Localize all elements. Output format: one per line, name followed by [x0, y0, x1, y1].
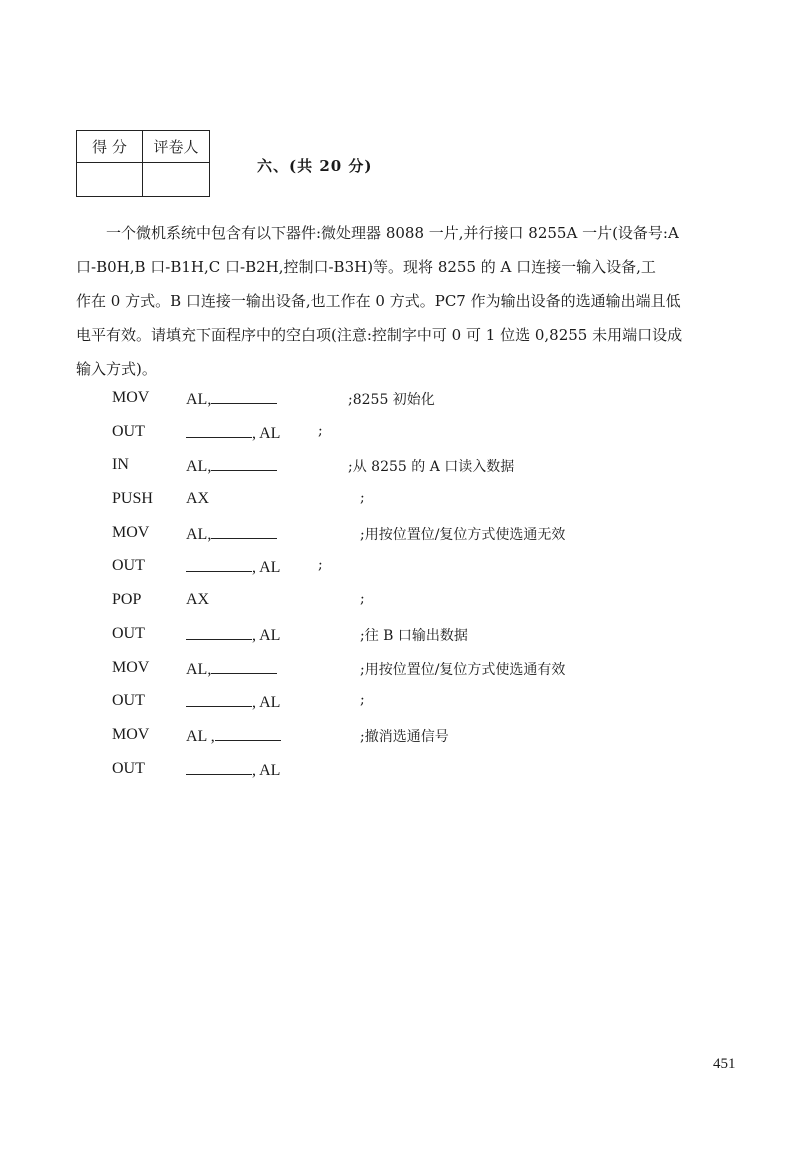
instruction-mnemonic: OUT	[112, 759, 145, 777]
instruction-operands	[186, 692, 280, 712]
question-line: 一个微机系统中包含有以下器件:微处理器 8088 一片,并行接口 8255A 一片(设备号:A	[106, 224, 679, 242]
answer-blank[interactable]	[186, 760, 252, 775]
instruction-mnemonic: MOV	[112, 389, 150, 406]
operand-suffix: , AL	[252, 761, 281, 779]
code-comment: ;往 B 口输出数据	[360, 627, 468, 644]
instruction-mnemonic: MOV	[112, 523, 150, 541]
instruction-operands	[186, 760, 280, 780]
code-comment: ;	[318, 422, 323, 439]
grader-header: 评卷人	[143, 131, 210, 163]
instruction-operands	[186, 591, 209, 609]
operand-prefix: AL,	[186, 525, 212, 543]
answer-blank[interactable]	[211, 659, 277, 674]
instruction-operands	[186, 389, 277, 409]
instruction-mnemonic: MOV	[112, 725, 150, 743]
operand-prefix: AL,	[186, 458, 212, 476]
answer-blank[interactable]	[211, 389, 277, 404]
operand-suffix: , AL	[252, 694, 281, 712]
answer-blank[interactable]	[215, 726, 281, 741]
operand-prefix: AX	[186, 490, 210, 508]
answer-blank[interactable]	[186, 625, 252, 640]
instruction-operands	[186, 490, 209, 508]
instruction-operands	[186, 557, 280, 577]
score-cell[interactable]	[77, 163, 143, 197]
question-line: 输入方式)。	[76, 360, 157, 378]
question-line: 电平有效。请填充下面程序中的空白项(注意:控制字中可 0 可 1 位选 0,8255 未用端口设成	[76, 326, 683, 344]
instruction-operands	[186, 524, 277, 544]
instruction-mnemonic: MOV	[112, 658, 150, 676]
operand-suffix: , AL	[252, 559, 281, 577]
operand-prefix: AL,	[186, 391, 212, 408]
instruction-mnemonic: PUSH	[112, 490, 153, 508]
code-comment: ;8255 初始化	[348, 392, 435, 408]
code-comment: ;撤消选通信号	[360, 728, 449, 745]
instruction-operands	[186, 423, 280, 443]
instruction-mnemonic: OUT	[112, 624, 145, 642]
question-text	[76, 216, 751, 386]
instruction-mnemonic: OUT	[112, 422, 145, 440]
instruction-mnemonic: OUT	[112, 692, 145, 710]
code-comment: ;从 8255 的 A 口读入数据	[348, 459, 515, 476]
score-table	[76, 130, 210, 197]
question-line: 口-B0H,B 口-B1H,C 口-B2H,控制口-B3H)等。现将 8255 的 A 口连接一输入设备,工	[76, 258, 656, 276]
instruction-mnemonic: POP	[112, 591, 142, 609]
instruction-mnemonic: OUT	[112, 557, 145, 575]
instruction-operands	[186, 456, 277, 476]
operand-suffix: , AL	[252, 626, 281, 644]
answer-blank[interactable]	[186, 557, 252, 572]
answer-blank[interactable]	[211, 524, 277, 539]
code-comment: ;	[360, 591, 365, 608]
operand-prefix: AL,	[186, 660, 212, 678]
page-number: 451	[713, 1056, 736, 1072]
answer-blank[interactable]	[211, 456, 277, 471]
answer-blank[interactable]	[186, 423, 252, 438]
code-comment: ;用按位置位/复位方式使选通无效	[360, 526, 566, 543]
operand-prefix: AX	[186, 591, 210, 609]
code-comment: ;用按位置位/复位方式使选通有效	[360, 661, 566, 678]
answer-blank[interactable]	[186, 692, 252, 707]
code-comment: ;	[318, 557, 323, 574]
instruction-operands	[186, 625, 280, 645]
question-line: 作在 0 方式。B 口连接一输出设备,也工作在 0 方式。PC7 作为输出设备的选通输出端且低	[76, 292, 681, 310]
operand-prefix: AL ,	[186, 727, 215, 745]
score-header: 得 分	[77, 131, 143, 163]
section-title: 六、(共 20 分)	[257, 157, 373, 175]
instruction-operands	[186, 726, 281, 746]
code-comment: ;	[360, 692, 365, 709]
instruction-operands	[186, 659, 277, 679]
code-comment: ;	[360, 490, 365, 507]
grader-cell[interactable]	[143, 163, 210, 197]
operand-suffix: , AL	[252, 424, 281, 442]
instruction-mnemonic: IN	[112, 456, 129, 474]
